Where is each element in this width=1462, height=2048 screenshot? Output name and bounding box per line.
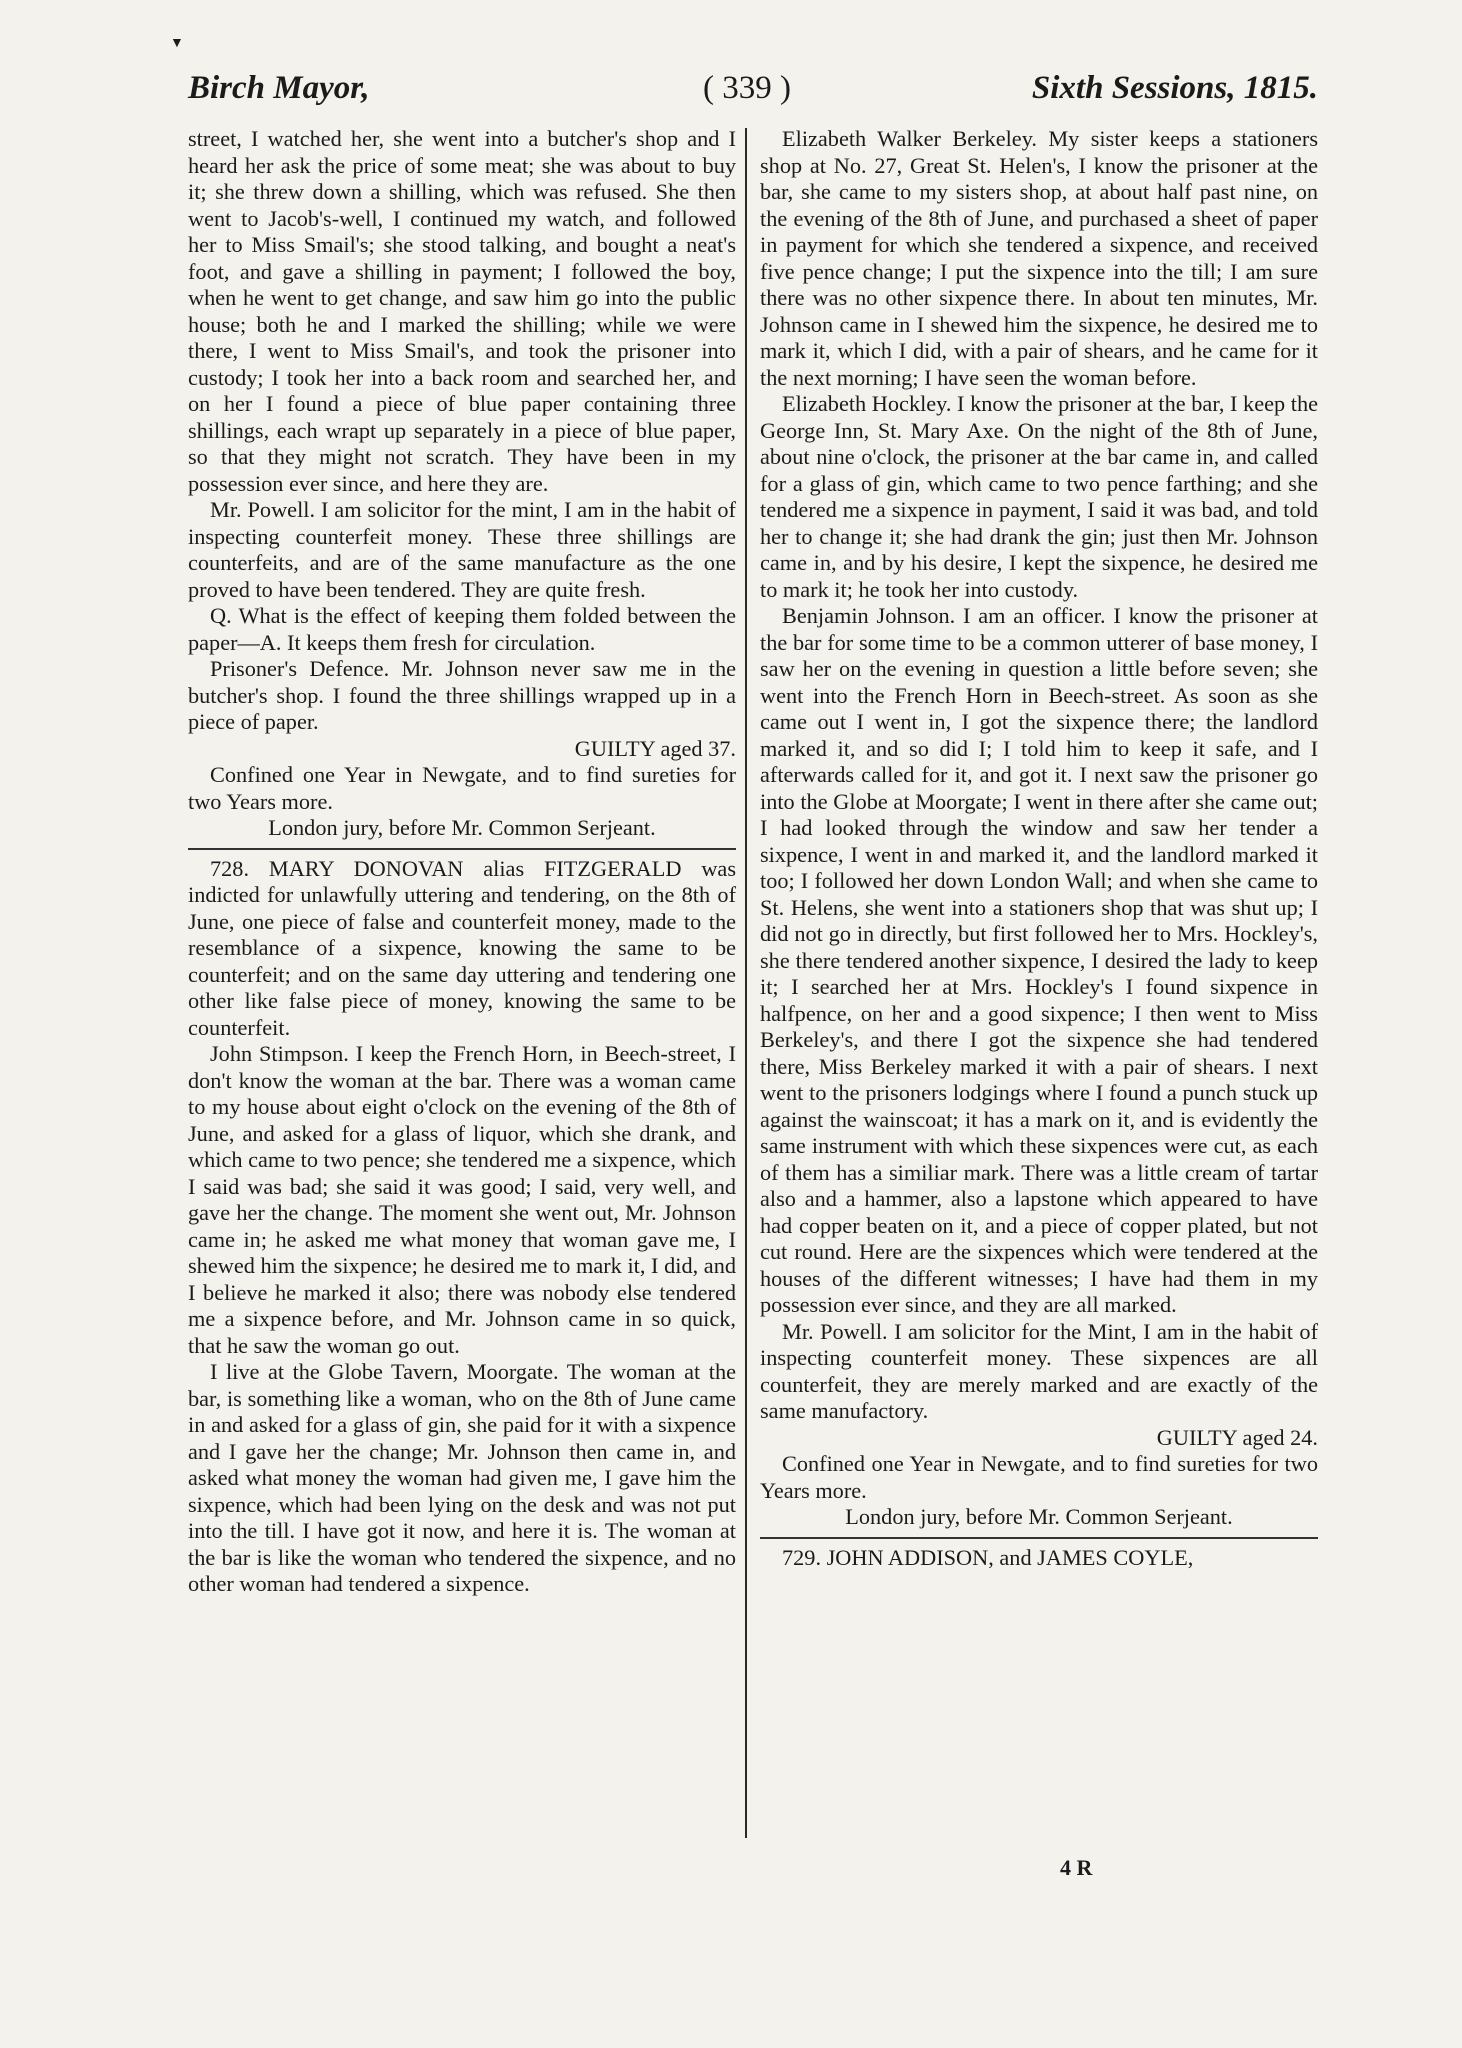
paragraph: Q. What is the effect of keeping them folded between the paper—A. It keeps them fresh for circulation. <box>188 603 736 655</box>
section-rule <box>188 848 736 850</box>
paragraph: street, I watched her, she went into a butcher's shop and I heard her ask the price of some meat; she was about to buy it; she threw down a shilling, which was refused. She then went to Jacob's-well, I continued my watch, and followed her to Miss Smail's; she stood talking, and bought a neat's foot, and gave a shilling in payment; I followed the boy, when he went to get change, and saw him go into the public house; both he and I marked the shilling; while we were there, I went to Miss Smail's, and took the prisoner into custody; I took her into a back room and searched her, and on her I found a piece of blue paper containing three shillings, each wrapt up separately in a piece of blue paper, so that they might not scratch. They have been in my possession ever since, and here they are. <box>188 126 736 496</box>
paragraph: Mr. Powell. I am solicitor for the mint, I am in the habit of inspecting counterfeit money. These three shillings are counterfeits, and are of the same manufacture as the one proved to have been tendered. They are quite fresh. <box>188 497 736 602</box>
page-number: ( 339 ) <box>703 70 791 106</box>
header-right: Sixth Sessions, 1815. <box>1031 70 1318 106</box>
right-column <box>760 126 1318 1571</box>
signature-mark: 4 R <box>1060 1855 1093 1880</box>
section-rule <box>760 1537 1318 1539</box>
jury-line: London jury, before Mr. Common Serjeant. <box>845 1504 1233 1529</box>
left-column <box>188 126 736 1598</box>
sentence: Confined one Year in Newgate, and to find sureties for two Years more. <box>188 762 736 814</box>
testimony: Mr. Powell. I am solicitor for the Mint, I am in the habit of inspecting counterfeit money. These sixpences are all counterfeit, they are merely marked and are exactly of the same manufactory. <box>760 1318 1318 1423</box>
running-header <box>188 70 1318 120</box>
testimony: Elizabeth Hockley. I know the prisoner at the bar, I keep the George Inn, St. Mary Axe. On the night of the 8th of June, about nine o'clock, the prisoner at the bar came in, and called for a glass of gin, which came to two pence farthing; and she tendered me a sixpence in payment, I said it was bad, and told her to change it; she had drank the gin; just then Mr. Johnson came in, and by his desire, I kept the sixpence, he desired me to mark it; he took her into custody. <box>760 391 1318 602</box>
indictment: 728. MARY DONOVAN alias FITZGERALD was indicted for unlawfully uttering and tendering, on the 8th of June, one piece of false and counterfeit money, made to the resemblance of a sixpence, knowing the same to be counterfeit; and on the same day uttering and tendering one other like false piece of money, knowing the same to be counterfeit. <box>188 855 736 1040</box>
testimony: Benjamin Johnson. I am an officer. I know the prisoner at the bar for some time to be a common utterer of base money, I saw her on the evening in question a little before seven; she went into the French Horn in Beech-street. As soon as she came out I went in, I got the sixpence there; the landlord marked it, and so did I; I told him to keep it safe, and I afterwards called for it, and got it. I next saw the prisoner go into the Globe at Moorgate; I went in there after she came out; I had looked through the window and saw her tender a sixpence, I went in and marked it, and the landlord marked it too; I followed her down London Wall; and when she came to St. Helens, she went into a stationers shop that was shut up; I did not go in directly, but first followed her to Mrs. Hockley's, she there tendered another sixpence, I desired the lady to keep it; I searched her at Mrs. Hockley's I found sixpence in halfpence, on her and a good sixpence; I then went to Miss Berkeley's, and there I got the sixpence she had tendered there, Miss Berkeley marked it with a pair of shears. I next went to the prisoners lodgings where I found a punch stuck up against the wainscoat; it has a mark on it, and is evidently the same instrument with which these sixpences were cut, as each of them has a similiar mark. There was a little cream of tartar also and a hammer, also a lapstone which appeared to have had copper beaten on it, and a piece of copper plated, but not cut round. Here are the sixpences which were tendered at the houses of the different witnesses; I have had them in my possession ever since, and they are all marked. <box>760 603 1318 1317</box>
testimony: John Stimpson. I keep the French Horn, in Beech-street, I don't know the woman at the bar. There was a woman came to my house about eight o'clock on the evening of the 8th of June, and asked for a glass of liquor, which she drank, and which came to two pence; she tendered me a sixpence, which I said was bad; she said it was good; I said, very well, and gave her the change. The moment she went out, Mr. Johnson came in; he asked me what money that woman gave me, I shewed him the sixpence; he desired me to mark it, I did, and I believe he marked it also; there was nobody else tendered me a sixpence before, and Mr. Johnson came in so quick, that he saw the woman go out. <box>188 1041 736 1358</box>
paragraph: Prisoner's Defence. Mr. Johnson never saw me in the butcher's shop. I found the three shillings wrapped up in a piece of paper. <box>188 656 736 734</box>
header-left: Birch Mayor, <box>188 70 370 106</box>
verdict: GUILTY aged 37. <box>574 735 736 761</box>
testimony: I live at the Globe Tavern, Moorgate. The woman at the bar, is something like a woman, who on the 8th of June came in and asked for a glass of gin, she paid for it with a sixpence and I gave her the change; Mr. Johnson then came in, and asked what money the woman had given me, I gave him the sixpence, which had been lying on the desk and was not put into the till. I have got it now, and here it is. The woman at the bar is like the woman who tendered the sixpence, and no other woman had tendered a sixpence. <box>188 1359 736 1596</box>
jury-line: London jury, before Mr. Common Serjeant. <box>268 815 656 840</box>
next-case: 729. JOHN ADDISON, and JAMES COYLE, <box>782 1544 1194 1570</box>
column-divider <box>745 128 747 1838</box>
testimony: Elizabeth Walker Berkeley. My sister keeps a stationers shop at No. 27, Great St. Helen's, I know the prisoner at the bar, she came to my sisters shop, at about half past nine, on the evening of the 8th of June, and purchased a sheet of paper in payment for which she tendered a sixpence, and received five pence change; I put the sixpence into the till; I am sure there was no other sixpence there. In about ten minutes, Mr. Johnson came in I shewed him the sixpence, he desired me to mark it, which I did, with a pair of shears, and he came for it the next morning; I have seen the woman before. <box>760 126 1318 390</box>
margin-speck: ▼ <box>170 36 184 51</box>
sentence: Confined one Year in Newgate, and to find sureties for two Years more. <box>760 1451 1318 1503</box>
verdict: GUILTY aged 24. <box>1156 1424 1318 1450</box>
